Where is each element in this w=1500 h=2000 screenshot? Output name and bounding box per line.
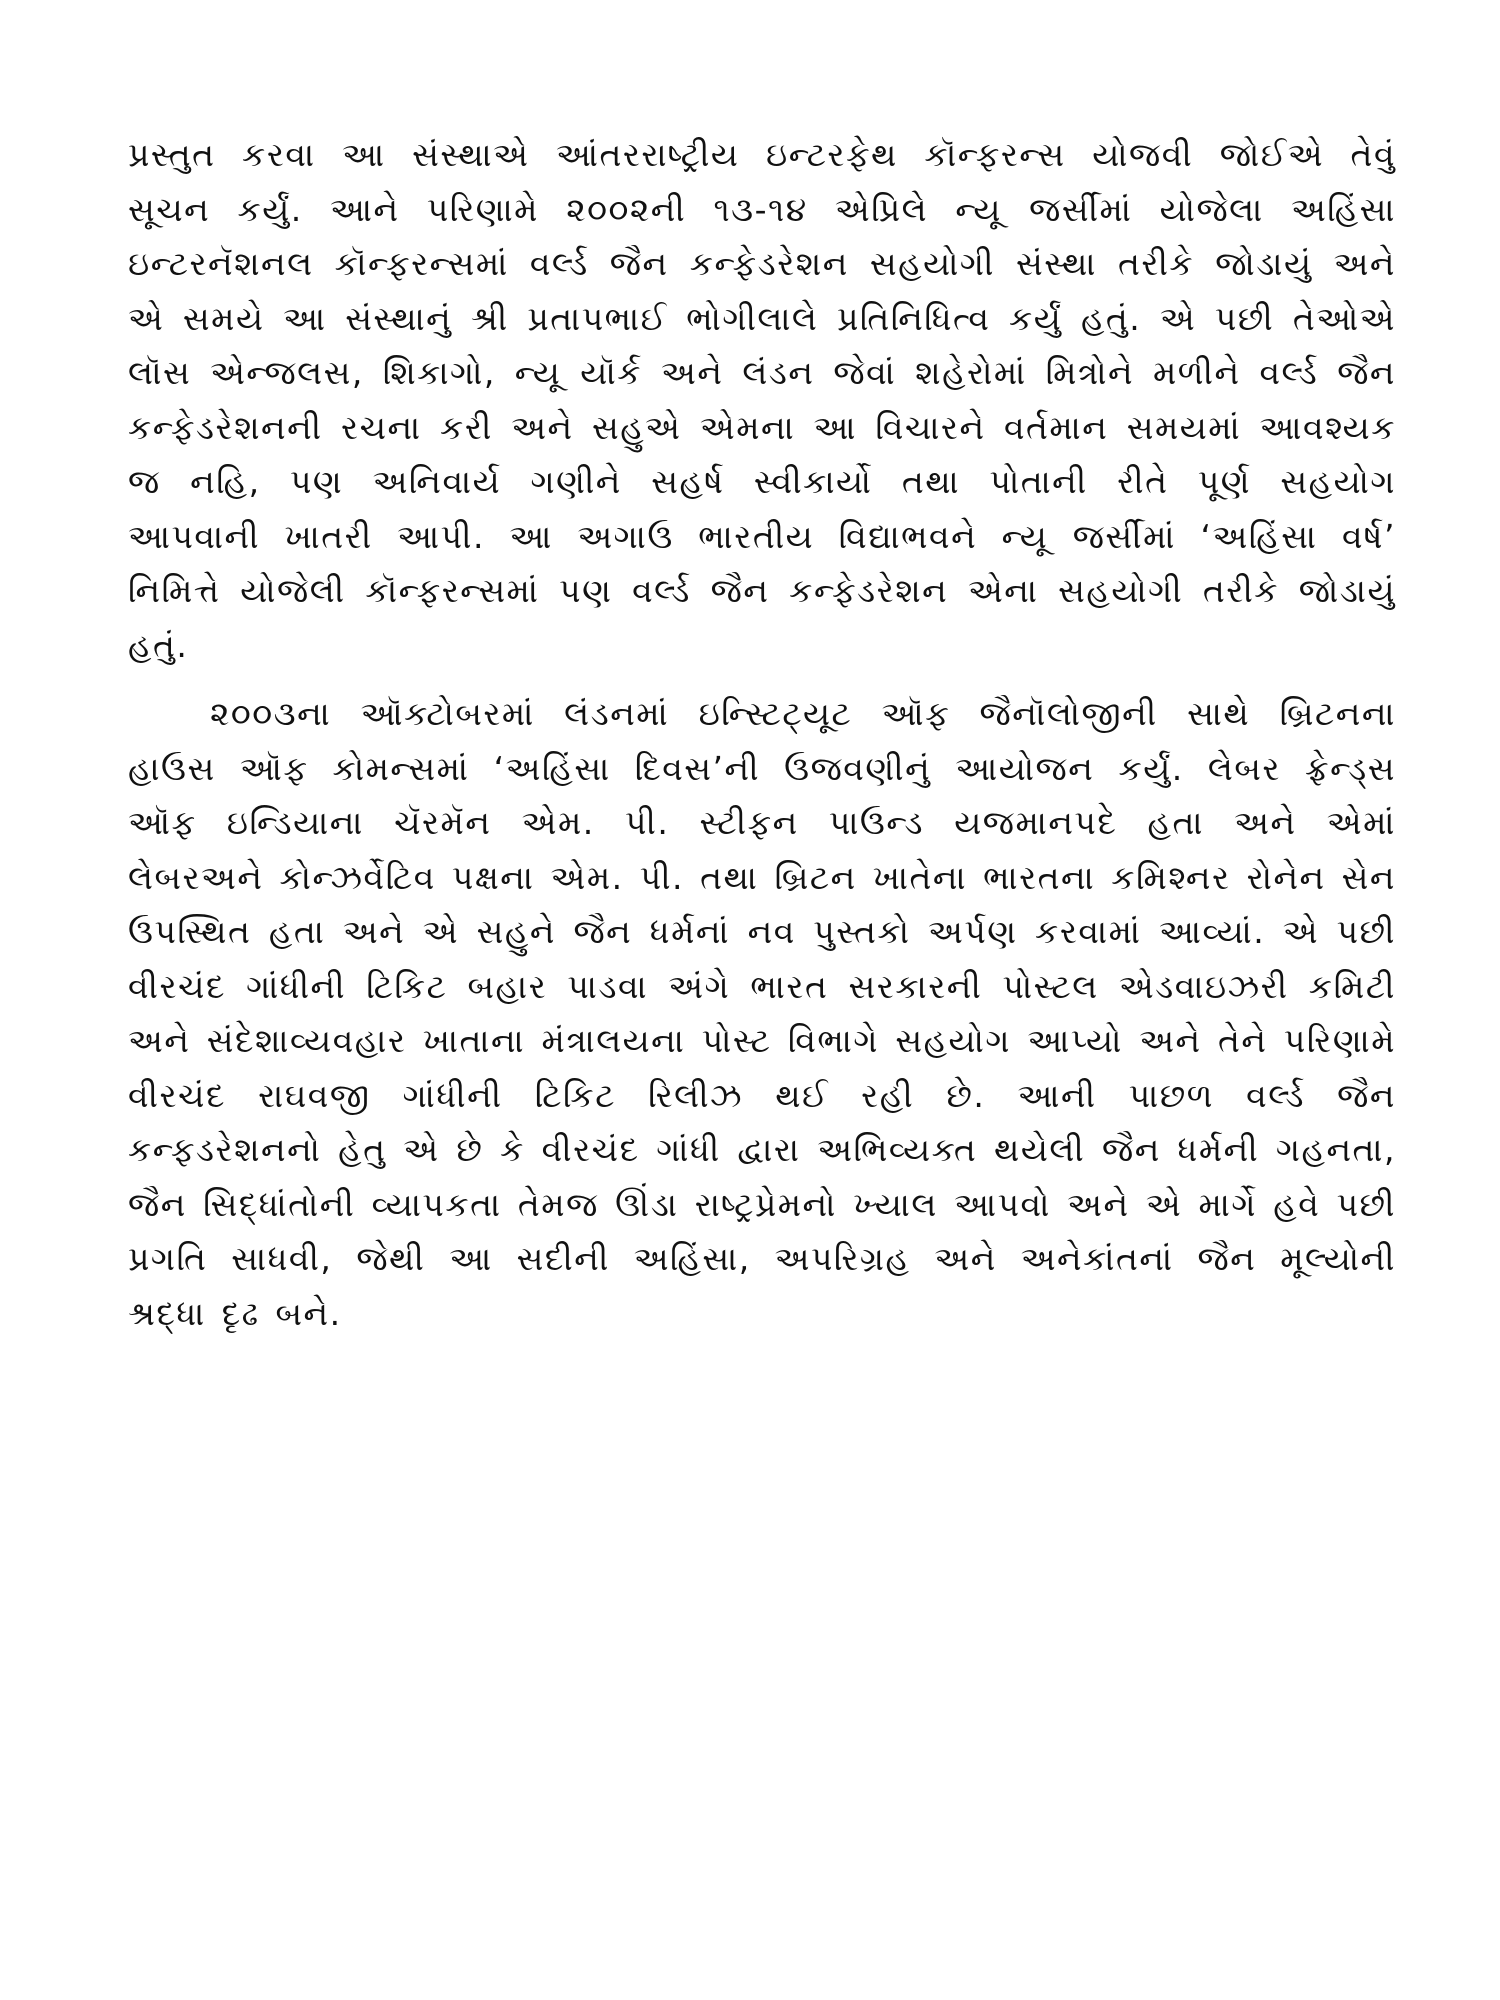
paragraph-1: પ્રસ્તુત કરવા આ સંસ્થાએ આંતરરાષ્ટ્રીય ઇન્ટરફેથ કૉન્ફરન્સ યોજવી જોઈએ તેવું સૂચન કર્યું. આને પરિણામે ૨૦૦૨ની ૧૩-૧૪ એપ્રિલે ન્યૂ જર્સીમાં યોજેલા અહિંસા ઇન્ટરનૅશનલ કૉન્ફરન્સમાં વર્લ્ડ જૈન કન્ફેડરેશન સહયોગી સંસ્થા તરીકે જોડાયું અને એ સમયે આ સંસ્થાનું શ્રી પ્રતાપભાઈ ભોગીલાલે પ્રતિનિધિત્વ કર્યું હતું. એ પછી તેઓએ લૉસ એન્જલસ, શિકાગો, ન્યૂ યૉર્ક અને લંડન જેવાં શહેરોમાં મિત્રોને મળીને વર્લ્ડ જૈન કન્ફેડરેશનની રચના કરી અને સહુએ એમના આ વિચારને વર્તમાન સમયમાં આવશ્યક જ નહિ, પણ અનિવાર્ય ગણીને સહર્ષ સ્વીકાર્યો તથા પોતાની રીતે પૂર્ણ સહયોગ આપવાની ખાતરી આપી. આ અગાઉ ભારતીય વિદ્યાભવને ન્યૂ જર્સીમાં ‘અહિંસા વર્ષ’ નિમિત્તે યોજેલી કૉન્ફરન્સમાં પણ વર્લ્ડ જૈન કન્ફેડરેશન એના સહયોગી તરીકે જોડાયું હતું. [128, 135, 1396, 665]
body-text [128, 128, 1396, 1341]
paragraph-2: ૨૦૦૩ના ઑક્ટોબરમાં લંડનમાં ઇન્સ્ટિટ્યૂટ ઑફ જૈનૉલોજીની સાથે બ્રિટનના હાઉસ ઑફ કોમન્સમાં ‘અહિંસા દિવસ’ની ઉજવણીનું આયોજન કર્યું. લેબર ફ્રેન્ડ્સ ઑફ ઇન્ડિયાના ચૅરમૅન એમ. પી. સ્ટીફન પાઉન્ડ યજમાનપદે હતા અને એમાં લેબરઅને કોન્ઝર્વેટિવ પક્ષના એમ. પી. તથા બ્રિટન ખાતેના ભારતના કમિશ્નર રોનેન સેન ઉપસ્થિત હતા અને એ સહુને જૈન ધર્મનાં નવ પુસ્તકો અર્પણ કરવામાં આવ્યાં. એ પછી વીરચંદ ગાંધીની ટિકિટ બહાર પાડવા અંગે ભારત સરકારની પોસ્ટલ એડવાઇઝરી કમિટી અને સંદેશાવ્યવહાર ખાતાના મંત્રાલયના પોસ્ટ વિભાગે સહયોગ આપ્યો અને તેને પરિણામે વીરચંદ રાઘવજી ગાંધીની ટિકિટ રિલીઝ થઈ રહી છે. આની પાછળ વર્લ્ડ જૈન કન્ફડરેશનનો હેતુ એ છે કે વીરચંદ ગાંધી દ્વારા અભિવ્યક્ત થયેલી જૈન ધર્મની ગહનતા, જૈન સિદ્ધાંતોની વ્યાપકતા તેમજ ઊંડા રાષ્ટ્રપ્રેમનો ખ્યાલ આપવો અને એ માર્ગે હવે પછી પ્રગતિ સાધવી, જેથી આ સદીની અહિંસા, અપરિગ્રહ અને અનેકાંતનાં જૈન મૂલ્યોની શ્રદ્ધા દૃઢ બને. [128, 694, 1396, 1333]
